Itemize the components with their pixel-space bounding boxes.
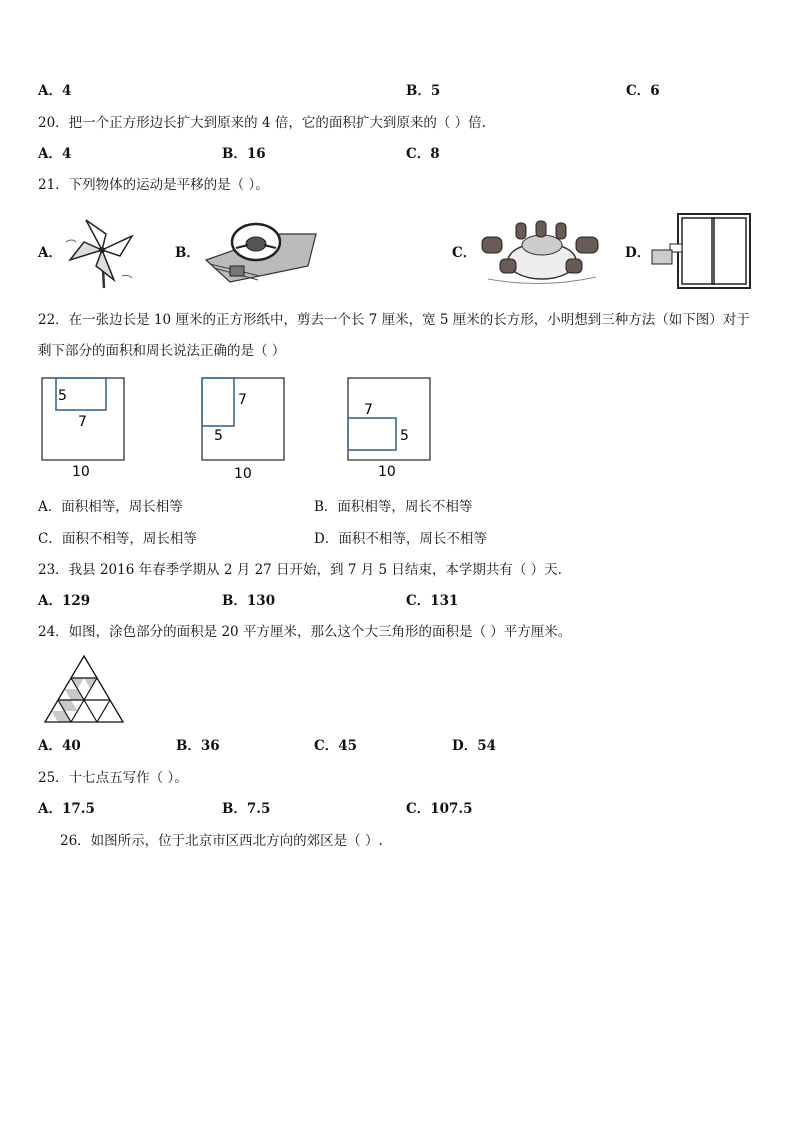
q22-option-b[interactable]: B．面积相等，周长不相等 (314, 499, 473, 515)
q24-option-c[interactable]: C．45 (314, 738, 358, 754)
q23-option-b[interactable]: B．130 (222, 593, 276, 609)
q23-option-c[interactable]: C．131 (406, 593, 459, 609)
q24-triangle-figure (40, 652, 128, 730)
q22-option-c[interactable]: C．面积不相等，周长相等 (38, 531, 197, 547)
q26-stem: 26．如图所示，位于北京市区西北方向的郊区是（ ）. (60, 833, 383, 849)
q23-stem: 23．我县 2016 年春季学期从 2 月 27 日开始，到 7 月 5 日结束，本学期共有（ ）天. (38, 562, 562, 578)
q25-option-a[interactable]: A．17.5 (38, 801, 95, 817)
q21-stem: 21．下列物体的运动是平移的是（ ）。 (38, 177, 269, 193)
q20-option-c[interactable]: C．8 (406, 146, 440, 162)
q22-fig3-side: 10 (378, 464, 396, 480)
q22-stem-line1: 22．在一张边长是 10 厘米的正方形纸中，剪去一个长 7 厘米，宽 5 厘米的长方形，小明想到三种方法（如下图）对于 (38, 312, 750, 328)
q20-stem: 20．把一个正方形边长扩大到原来的 4 倍，它的面积扩大到原来的（ ）倍. (38, 115, 486, 131)
q19-option-c[interactable]: C．6 (626, 83, 660, 99)
q22-fig3-label-b: 5 (400, 428, 409, 444)
q19-option-b[interactable]: B．5 (406, 83, 441, 99)
q22-fig2-side: 10 (234, 466, 252, 482)
q21-option-d[interactable]: D． (625, 245, 651, 261)
q22-fig2-label-b: 5 (214, 428, 223, 444)
q21-option-a[interactable]: A． (38, 245, 62, 261)
q23-option-a[interactable]: A．129 (38, 593, 91, 609)
q24-option-b[interactable]: B．36 (176, 738, 220, 754)
q22-option-d[interactable]: D．面积不相等，周长不相等 (314, 531, 487, 547)
q25-option-b[interactable]: B．7.5 (222, 801, 271, 817)
q19-option-a[interactable]: A．4 (38, 83, 72, 99)
q25-stem: 25．十七点五写作（ ）。 (38, 770, 188, 786)
q22-fig2-label-a: 7 (238, 392, 247, 408)
q21-option-c[interactable]: C． (452, 245, 477, 261)
q22-fig1-side: 10 (72, 464, 90, 480)
steering-wheel-icon (200, 212, 318, 294)
q22-fig3-label-a: 7 (364, 402, 373, 418)
q20-option-a[interactable]: A．4 (38, 146, 72, 162)
q22-stem-line2: 剩下部分的面积和周长说法正确的是（ ） (38, 343, 286, 359)
q24-stem: 24．如图，涂色部分的面积是 20 平方厘米，那么这个大三角形的面积是（ ）平方厘米。 (38, 624, 572, 640)
q22-fig1-label-b: 7 (78, 414, 87, 430)
q22-option-a[interactable]: A．面积相等，周长相等 (38, 499, 183, 515)
q22-figure-2 (196, 372, 296, 488)
pinwheel-icon (62, 212, 142, 294)
q24-option-a[interactable]: A．40 (38, 738, 81, 754)
q24-option-d[interactable]: D．54 (452, 738, 496, 754)
q22-fig1-label-a: 5 (58, 388, 67, 404)
q22-figure-1 (36, 372, 136, 486)
q21-option-b[interactable]: B． (175, 245, 200, 261)
q20-option-b[interactable]: B．16 (222, 146, 266, 162)
q22-figure-3 (342, 372, 442, 486)
sliding-window-icon (650, 210, 752, 294)
merry-go-round-icon (478, 215, 602, 291)
q25-option-c[interactable]: C．107.5 (406, 801, 473, 817)
